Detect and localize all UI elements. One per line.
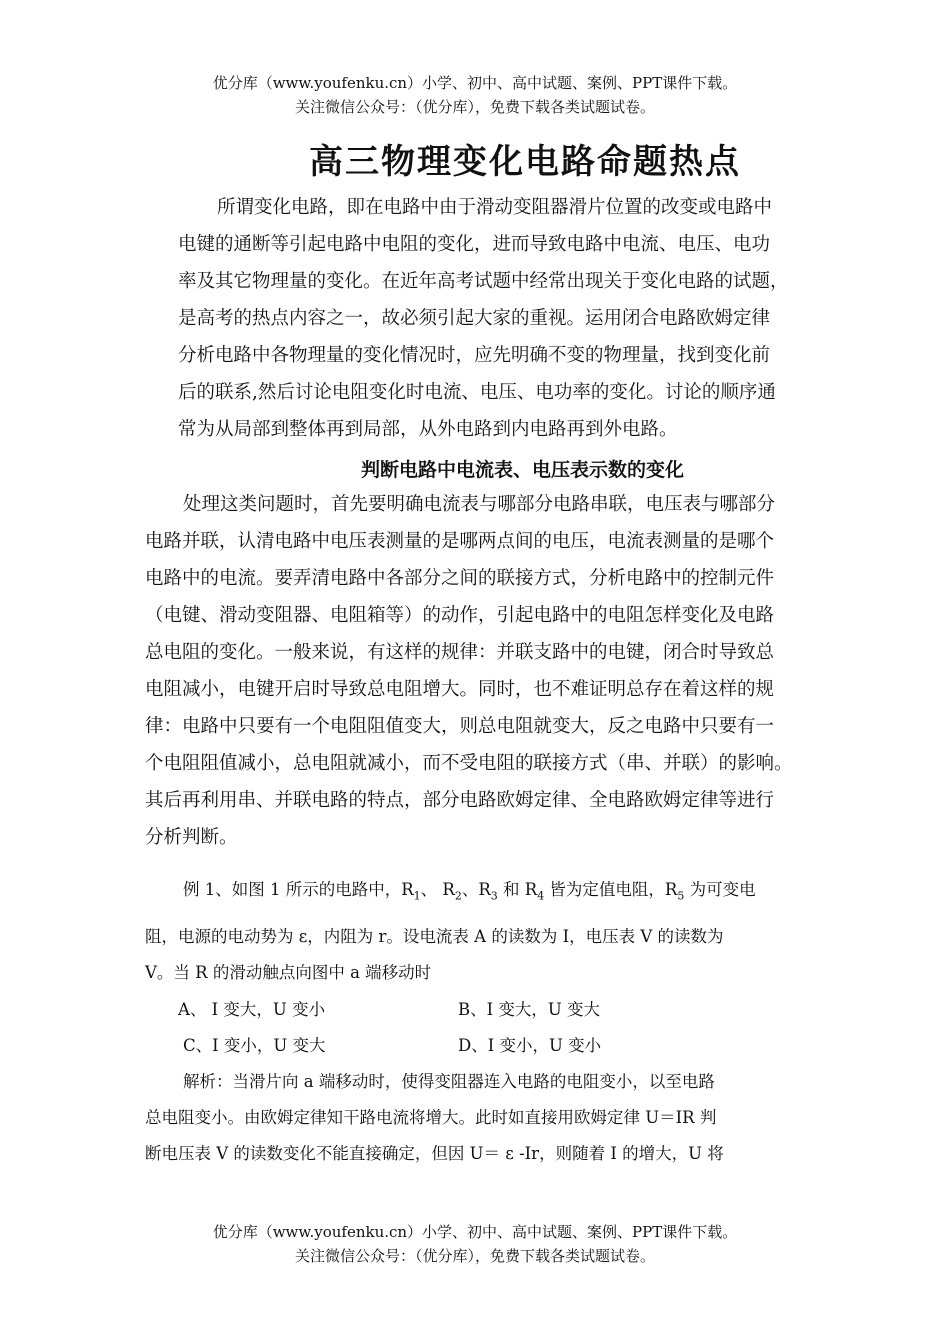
intro-line: 所谓变化电路，即在电路中由于滑动变阻器滑片位置的改变或电路中 bbox=[217, 197, 773, 218]
section-line: 电路中的电流。要弄清电路中各部分之间的联接方式，分析电路中的控制元件 bbox=[145, 568, 775, 589]
intro-line: 是高考的热点内容之一，故必须引起大家的重视。运用闭合电路欧姆定律 bbox=[178, 308, 771, 329]
section-line: 电路并联，认清电路中电压表测量的是哪两点间的电压，电流表测量的是哪个 bbox=[145, 531, 775, 552]
intro-line: 率及其它物理量的变化。在近年高考试题中经常出现关于变化电路的试题， bbox=[178, 271, 789, 292]
analysis-line: 解析：当滑片向 a 端移动时，使得变阻器连入电路的电阻变小，以至电路 bbox=[183, 1072, 715, 1091]
option-b: B、I 变大，U 变大 bbox=[458, 1000, 601, 1019]
page-footer-line-2: 关注微信公众号：（优分库），免费下载各类试题试卷。 bbox=[294, 1247, 655, 1265]
option-a: A、 I 变大，U 变小 bbox=[178, 1000, 326, 1019]
section-heading: 判断电路中电流表、电压表示数的变化 bbox=[360, 459, 684, 481]
section-line: 律：电路中只要有一个电阻阻值变大，则总电阻就变大，反之电路中只要有一 bbox=[145, 716, 775, 737]
example-line-2: 阻，电源的电动势为 ε，内阻为 r。设电流表 A 的读数为 I，电压表 V 的读数为 bbox=[145, 927, 724, 946]
section-line: 处理这类问题时，首先要明确电流表与哪部分电路串联，电压表与哪部分 bbox=[183, 494, 776, 515]
page-header-line-2: 关注微信公众号：（优分库），免费下载各类试题试卷。 bbox=[294, 98, 655, 116]
example-line-3: V。当 R 的滑动触点向图中 a 端移动时 bbox=[145, 963, 432, 982]
section-line: 个电阻阻值减小，总电阻就减小，而不受电阻的联接方式（串、并联）的影响。 bbox=[145, 753, 793, 774]
section-line: 其后再利用串、并联电路的特点，部分电路欧姆定律、全电路欧姆定律等进行 bbox=[145, 790, 775, 811]
example-line-1: 例 1、如图 1 所示的电路中，$R_1$、 $R_2$、$R_3$ 和 $R_4$ 皆为定值电阻，$R_5$ 为可变电 bbox=[183, 880, 756, 903]
option-c: C、I 变小，U 变大 bbox=[183, 1036, 326, 1055]
intro-line: 分析电路中各物理量的变化情况时，应先明确不变的物理量，找到变化前 bbox=[178, 345, 771, 366]
section-line: （电键、滑动变阻器、电阻箱等）的动作，引起电路中的电阻怎样变化及电路 bbox=[145, 605, 775, 626]
intro-line: 后的联系,然后讨论电阻变化时电流、电压、电功率的变化。讨论的顺序通 bbox=[178, 382, 776, 403]
option-d: D、I 变小，U 变小 bbox=[458, 1036, 602, 1055]
intro-line: 常为从局部到整体再到局部，从外电路到内电路再到外电路。 bbox=[178, 419, 678, 440]
intro-line: 电键的通断等引起电路中电阻的变化，进而导致电路中电流、电压、电功 bbox=[178, 234, 771, 255]
page-footer-line-1: 优分库（www.youfenku.cn）小学、初中、高中试题、案例、PPT课件下载。 bbox=[212, 1223, 738, 1241]
section-line: 分析判断。 bbox=[145, 827, 238, 848]
section-line: 电阻减小，电键开启时导致总电阻增大。同时，也不难证明总存在着这样的规 bbox=[145, 679, 775, 700]
document-title: 高三物理变化电路命题热点 bbox=[309, 142, 741, 182]
analysis-line: 总电阻变小。由欧姆定律知干路电流将增大。此时如直接用欧姆定律 U＝IR 判 bbox=[145, 1108, 717, 1127]
section-line: 总电阻的变化。一般来说，有这样的规律：并联支路中的电键，闭合时导致总 bbox=[145, 642, 775, 663]
page-header-line-1: 优分库（www.youfenku.cn）小学、初中、高中试题、案例、PPT课件下载。 bbox=[212, 74, 738, 92]
analysis-line: 断电压表 V 的读数变化不能直接确定，但因 U＝ ε -Ir，则随着 I 的增大，U 将 bbox=[145, 1144, 724, 1163]
